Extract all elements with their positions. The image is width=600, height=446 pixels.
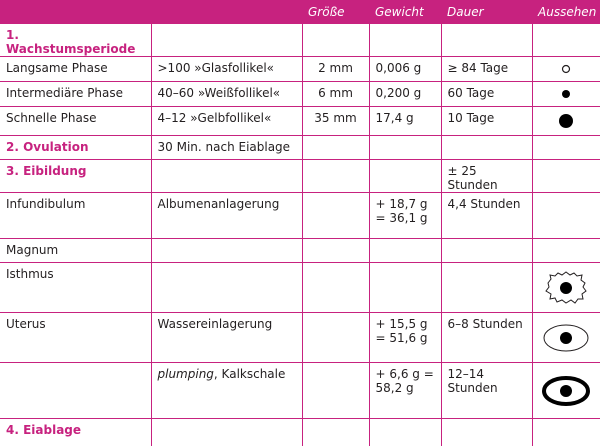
table-row — [0, 239, 600, 263]
weight-cell: + 6,6 g = 58,2 g — [369, 363, 441, 419]
weight-cell — [369, 24, 441, 57]
phase-cell: Intermediäre Phase — [0, 82, 151, 107]
desc-cell: 30 Min. nach Eiablage — [151, 136, 302, 160]
phase-cell: Infundibulum — [0, 193, 151, 239]
size-cell: 2 mm — [302, 57, 369, 82]
header-row — [0, 0, 600, 24]
phase-cell: Uterus — [0, 313, 151, 363]
duration-cell: 60 Tage — [441, 82, 532, 107]
duration-cell: ≥ 84 Tage — [441, 57, 532, 82]
size-cell — [302, 363, 369, 419]
look-cell — [532, 419, 600, 446]
weight-cell — [369, 419, 441, 446]
desc-cell — [151, 24, 302, 57]
size-cell — [302, 263, 369, 313]
duration-cell — [441, 263, 532, 313]
size-cell — [302, 136, 369, 160]
table-row — [0, 107, 600, 136]
table-row — [0, 419, 600, 446]
weight-cell: 0,006 g — [369, 57, 441, 82]
desc-cell: Wassereinlagerung — [151, 313, 302, 363]
duration-cell: ± 25 Stunden — [441, 160, 532, 193]
header-look: Aussehen — [538, 5, 597, 19]
header-phase — [0, 0, 151, 24]
weight-cell: + 18,7 g = 36,1 g — [369, 193, 441, 239]
size-cell — [302, 239, 369, 263]
duration-cell — [441, 419, 532, 446]
duration-cell: 4,4 Stunden — [441, 193, 532, 239]
weight-cell — [369, 239, 441, 263]
look-cell — [532, 24, 600, 57]
weight-cell: 0,200 g — [369, 82, 441, 107]
phase-cell: Langsame Phase — [0, 57, 151, 82]
size-cell: 35 mm — [302, 107, 369, 136]
oval-yolk-icon — [532, 313, 600, 363]
desc-cell — [151, 239, 302, 263]
small-hollow-circle-icon — [532, 57, 600, 82]
look-cell — [532, 136, 600, 160]
desc-cell: >100 »Glasfollikel« — [151, 57, 302, 82]
header-size: Größe — [308, 5, 345, 19]
desc-rest: , Kalkschale — [213, 367, 286, 381]
size-cell — [302, 419, 369, 446]
table-row — [0, 57, 600, 82]
phase-cell — [0, 363, 151, 419]
jagged-yolk-icon — [532, 263, 600, 313]
duration-cell — [441, 136, 532, 160]
table-row — [0, 363, 600, 419]
desc-cell — [151, 160, 302, 193]
section-title: 3. Eibildung — [0, 160, 151, 193]
table-row — [0, 193, 600, 239]
table-row — [0, 136, 600, 160]
phase-cell: Magnum — [0, 239, 151, 263]
desc-emphasis: plumping — [157, 367, 214, 381]
weight-cell — [369, 263, 441, 313]
duration-cell — [441, 24, 532, 57]
section-title: 4. Eiablage — [6, 423, 82, 437]
desc-cell — [151, 263, 302, 313]
section-title: 2. Ovulation — [0, 136, 151, 160]
size-cell — [302, 313, 369, 363]
size-cell — [302, 24, 369, 57]
desc-cell — [151, 363, 302, 419]
weight-cell — [369, 136, 441, 160]
weight-cell: 17,4 g — [369, 107, 441, 136]
duration-cell: 6–8 Stunden — [441, 313, 532, 363]
table-row — [0, 24, 600, 57]
look-cell — [532, 160, 600, 193]
header-desc — [151, 0, 302, 24]
header-duration: Dauer — [447, 5, 484, 19]
large-filled-circle-icon — [532, 107, 600, 136]
desc-cell: 40–60 »Weißfollikel« — [151, 82, 302, 107]
table-row — [0, 160, 600, 193]
weight-cell — [369, 160, 441, 193]
desc-cell: Albumenanlagerung — [151, 193, 302, 239]
phase-cell: Schnelle Phase — [0, 107, 151, 136]
weight-cell: + 15,5 g = 51,6 g — [369, 313, 441, 363]
section-title: 1. Wachstumsperiode — [0, 24, 151, 57]
desc-cell — [151, 419, 302, 446]
desc-cell: 4–12 »Gelbfollikel« — [151, 107, 302, 136]
duration-cell: 10 Tage — [441, 107, 532, 136]
small-filled-circle-icon — [532, 82, 600, 107]
size-cell — [302, 193, 369, 239]
header-weight: Gewicht — [375, 5, 424, 19]
look-cell — [532, 239, 600, 263]
duration-cell — [441, 239, 532, 263]
look-cell — [532, 193, 600, 239]
table-row — [0, 313, 600, 363]
size-cell: 6 mm — [302, 82, 369, 107]
duration-cell: 12–14 Stunden — [441, 363, 532, 419]
table-row — [0, 263, 600, 313]
shelled-egg-icon — [532, 363, 600, 419]
size-cell — [302, 160, 369, 193]
phase-cell: Isthmus — [0, 263, 151, 313]
table-row — [0, 82, 600, 107]
